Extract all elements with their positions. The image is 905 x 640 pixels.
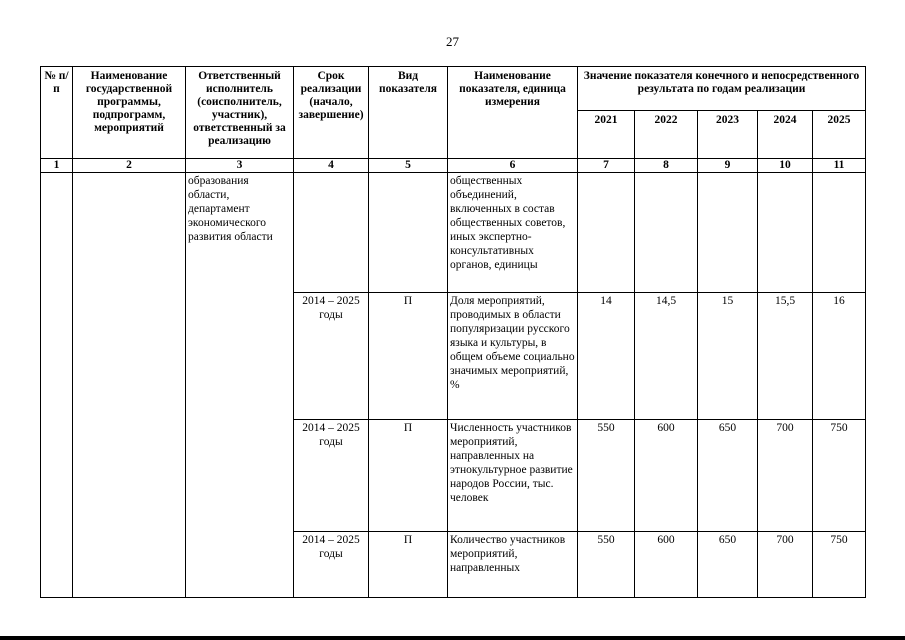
term-cell <box>294 173 369 293</box>
value-cell: 16 <box>813 293 866 420</box>
indicator-name-cell: Количество участников мероприятий, направленных <box>448 532 578 598</box>
page-number: 27 <box>446 34 459 49</box>
header-year-2025: 2025 <box>813 111 866 159</box>
column-number: 5 <box>369 159 448 173</box>
program-name-cell <box>73 173 186 598</box>
header-values-group: Значение показателя конечного и непосредственного результата по годам реализации <box>578 67 866 111</box>
indicator-name-cell: Доля мероприятий, проводимых в области популяризации русского языка и культуры, в общем объеме социально значимых мероприятий, % <box>448 293 578 420</box>
value-cell: 14,5 <box>635 293 698 420</box>
header-term: Срок реализации (начало, завершение) <box>294 67 369 159</box>
column-number: 4 <box>294 159 369 173</box>
page-bottom-edge <box>0 636 905 640</box>
indicator-kind-cell: П <box>369 420 448 532</box>
value-cell <box>813 173 866 293</box>
indicators-table <box>40 66 866 598</box>
indicator-kind-cell <box>369 173 448 293</box>
value-cell: 650 <box>698 420 758 532</box>
value-cell <box>578 173 635 293</box>
value-cell: 15,5 <box>758 293 813 420</box>
value-cell <box>635 173 698 293</box>
column-number: 2 <box>73 159 186 173</box>
value-cell: 600 <box>635 532 698 598</box>
term-cell: 2014 – 2025 годы <box>294 532 369 598</box>
column-number: 7 <box>578 159 635 173</box>
value-cell: 15 <box>698 293 758 420</box>
column-number: 3 <box>186 159 294 173</box>
header-responsible: Ответственный исполнитель (соисполнитель, участник), ответственный за реализацию <box>186 67 294 159</box>
value-cell: 600 <box>635 420 698 532</box>
value-cell: 750 <box>813 420 866 532</box>
header-number: № п/п <box>41 67 73 159</box>
header-year-2024: 2024 <box>758 111 813 159</box>
header-year-2021: 2021 <box>578 111 635 159</box>
header-program-name: Наименование государственной программы, подпрограмм, мероприятий <box>73 67 186 159</box>
value-cell: 700 <box>758 420 813 532</box>
column-number: 6 <box>448 159 578 173</box>
column-number: 11 <box>813 159 866 173</box>
value-cell: 650 <box>698 532 758 598</box>
column-number: 9 <box>698 159 758 173</box>
indicator-name-cell: общественных объединений, включенных в состав общественных советов, иных экспертно-консультативных органов, единицы <box>448 173 578 293</box>
indicator-kind-cell: П <box>369 293 448 420</box>
column-numbers-row <box>41 159 866 173</box>
header-year-2023: 2023 <box>698 111 758 159</box>
table-row <box>41 173 866 293</box>
value-cell <box>758 173 813 293</box>
indicator-name-cell: Численность участников мероприятий, направленных на этнокультурное развитие народов России, тыс. человек <box>448 420 578 532</box>
value-cell: 14 <box>578 293 635 420</box>
value-cell: 700 <box>758 532 813 598</box>
term-cell: 2014 – 2025 годы <box>294 293 369 420</box>
column-number: 1 <box>41 159 73 173</box>
value-cell: 550 <box>578 420 635 532</box>
responsible-cell: образования области, департамент экономического развития области <box>186 173 294 598</box>
value-cell <box>698 173 758 293</box>
header-indicator-kind: Вид показателя <box>369 67 448 159</box>
indicator-kind-cell: П <box>369 532 448 598</box>
value-cell: 750 <box>813 532 866 598</box>
column-number: 8 <box>635 159 698 173</box>
value-cell: 550 <box>578 532 635 598</box>
header-indicator-name: Наименование показателя, единица измерения <box>448 67 578 159</box>
term-cell: 2014 – 2025 годы <box>294 420 369 532</box>
header-year-2022: 2022 <box>635 111 698 159</box>
column-number: 10 <box>758 159 813 173</box>
row-number-cell <box>41 173 73 598</box>
